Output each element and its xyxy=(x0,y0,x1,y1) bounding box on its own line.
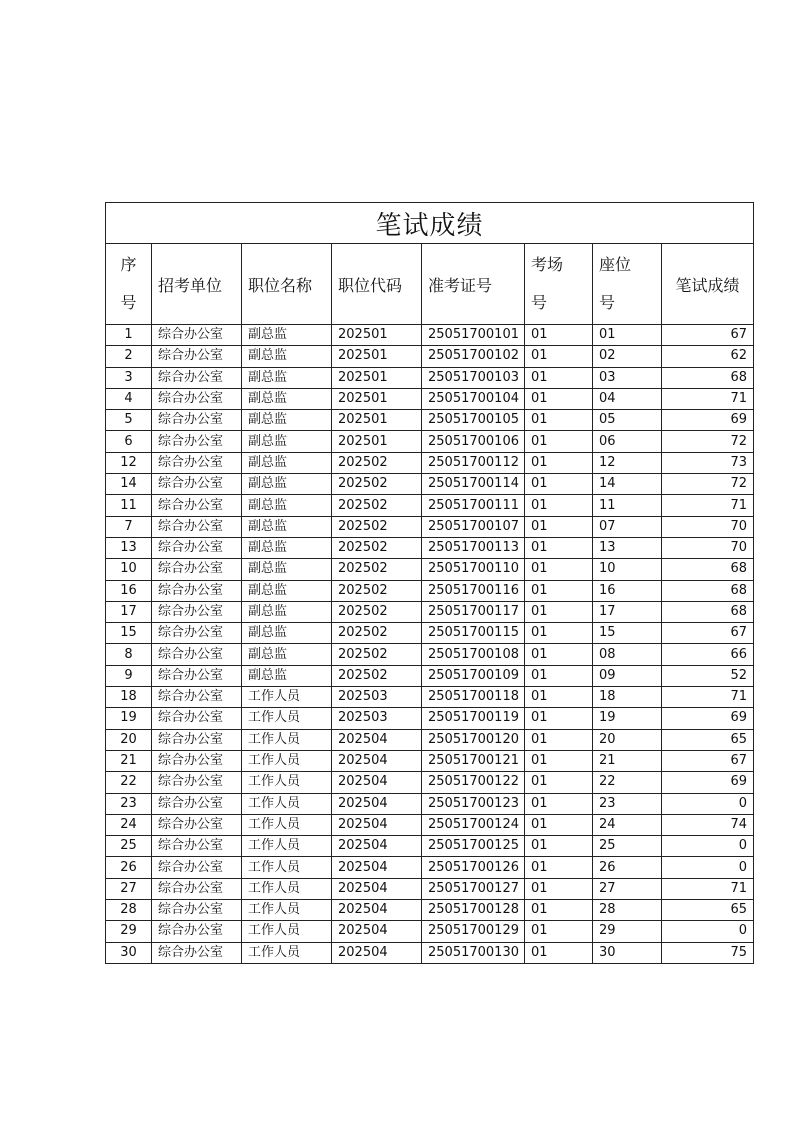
cell-ticket-no: 25051700102 xyxy=(422,346,525,367)
cell-seat: 04 xyxy=(593,388,662,409)
header-seq-line2: 号 xyxy=(120,293,137,312)
cell-seat: 18 xyxy=(593,687,662,708)
cell-unit: 综合办公室 xyxy=(152,729,242,750)
table-row xyxy=(106,921,754,942)
cell-unit: 综合办公室 xyxy=(152,516,242,537)
cell-unit: 综合办公室 xyxy=(152,623,242,644)
cell-seq: 30 xyxy=(106,942,152,963)
cell-room: 01 xyxy=(525,878,593,899)
cell-unit: 综合办公室 xyxy=(152,537,242,558)
cell-position-name: 副总监 xyxy=(242,367,332,388)
cell-score: 0 xyxy=(662,857,754,878)
cell-room: 01 xyxy=(525,708,593,729)
cell-seq: 7 xyxy=(106,516,152,537)
cell-seq: 28 xyxy=(106,900,152,921)
cell-unit: 综合办公室 xyxy=(152,644,242,665)
cell-room: 01 xyxy=(525,921,593,942)
cell-seat: 13 xyxy=(593,537,662,558)
cell-unit: 综合办公室 xyxy=(152,708,242,729)
cell-room: 01 xyxy=(525,623,593,644)
cell-seq: 4 xyxy=(106,388,152,409)
cell-ticket-no: 25051700114 xyxy=(422,474,525,495)
cell-ticket-no: 25051700113 xyxy=(422,537,525,558)
header-room-line1: 考场 xyxy=(531,255,564,274)
cell-position-code: 202504 xyxy=(332,814,422,835)
cell-score: 68 xyxy=(662,559,754,580)
cell-ticket-no: 25051700125 xyxy=(422,836,525,857)
cell-seq: 21 xyxy=(106,750,152,771)
cell-room: 01 xyxy=(525,431,593,452)
cell-position-code: 202504 xyxy=(332,729,422,750)
table-row xyxy=(106,537,754,558)
table-row xyxy=(106,644,754,665)
cell-ticket-no: 25051700124 xyxy=(422,814,525,835)
cell-unit: 综合办公室 xyxy=(152,814,242,835)
cell-seat: 25 xyxy=(593,836,662,857)
cell-score: 73 xyxy=(662,452,754,473)
cell-unit: 综合办公室 xyxy=(152,836,242,857)
cell-position-name: 工作人员 xyxy=(242,729,332,750)
cell-seq: 18 xyxy=(106,687,152,708)
cell-seat: 17 xyxy=(593,601,662,622)
cell-score: 67 xyxy=(662,750,754,771)
cell-ticket-no: 25051700130 xyxy=(422,942,525,963)
cell-seq: 22 xyxy=(106,772,152,793)
header-row xyxy=(106,244,754,325)
header-ticket-no: 准考证号 xyxy=(422,244,525,325)
cell-position-name: 副总监 xyxy=(242,495,332,516)
cell-unit: 综合办公室 xyxy=(152,325,242,346)
cell-seq: 3 xyxy=(106,367,152,388)
cell-seq: 13 xyxy=(106,537,152,558)
table-row xyxy=(106,474,754,495)
cell-ticket-no: 25051700115 xyxy=(422,623,525,644)
cell-seq: 19 xyxy=(106,708,152,729)
cell-score: 68 xyxy=(662,367,754,388)
table-row xyxy=(106,388,754,409)
table-row xyxy=(106,836,754,857)
cell-position-code: 202502 xyxy=(332,516,422,537)
table-row xyxy=(106,708,754,729)
header-seat-line1: 座位 xyxy=(599,255,632,274)
cell-position-code: 202502 xyxy=(332,644,422,665)
cell-unit: 综合办公室 xyxy=(152,793,242,814)
header-room xyxy=(525,244,593,325)
cell-ticket-no: 25051700104 xyxy=(422,388,525,409)
cell-position-name: 工作人员 xyxy=(242,814,332,835)
cell-position-name: 工作人员 xyxy=(242,921,332,942)
header-seat xyxy=(593,244,662,325)
table-row xyxy=(106,410,754,431)
table-row xyxy=(106,750,754,771)
cell-position-name: 工作人员 xyxy=(242,750,332,771)
cell-ticket-no: 25051700112 xyxy=(422,452,525,473)
cell-score: 67 xyxy=(662,623,754,644)
cell-room: 01 xyxy=(525,644,593,665)
cell-room: 01 xyxy=(525,346,593,367)
cell-score: 72 xyxy=(662,431,754,452)
cell-room: 01 xyxy=(525,665,593,686)
table-row xyxy=(106,900,754,921)
cell-room: 01 xyxy=(525,410,593,431)
cell-score: 71 xyxy=(662,388,754,409)
cell-unit: 综合办公室 xyxy=(152,452,242,473)
table-row xyxy=(106,516,754,537)
cell-seq: 12 xyxy=(106,452,152,473)
cell-seat: 02 xyxy=(593,346,662,367)
cell-position-code: 202504 xyxy=(332,793,422,814)
cell-score: 68 xyxy=(662,580,754,601)
cell-position-name: 副总监 xyxy=(242,623,332,644)
table-row xyxy=(106,346,754,367)
header-seq xyxy=(106,244,152,325)
cell-seat: 11 xyxy=(593,495,662,516)
cell-position-code: 202501 xyxy=(332,367,422,388)
table-row xyxy=(106,729,754,750)
cell-room: 01 xyxy=(525,367,593,388)
cell-position-name: 工作人员 xyxy=(242,900,332,921)
cell-position-code: 202504 xyxy=(332,857,422,878)
cell-score: 0 xyxy=(662,921,754,942)
cell-seq: 26 xyxy=(106,857,152,878)
cell-position-code: 202502 xyxy=(332,495,422,516)
cell-position-code: 202504 xyxy=(332,772,422,793)
cell-seat: 29 xyxy=(593,921,662,942)
table-title: 笔试成绩 xyxy=(106,203,754,244)
cell-score: 68 xyxy=(662,601,754,622)
cell-position-code: 202502 xyxy=(332,580,422,601)
cell-unit: 综合办公室 xyxy=(152,921,242,942)
cell-position-code: 202504 xyxy=(332,900,422,921)
cell-ticket-no: 25051700101 xyxy=(422,325,525,346)
cell-score: 72 xyxy=(662,474,754,495)
cell-room: 01 xyxy=(525,537,593,558)
cell-room: 01 xyxy=(525,325,593,346)
table-row xyxy=(106,495,754,516)
table-row xyxy=(106,687,754,708)
cell-unit: 综合办公室 xyxy=(152,410,242,431)
cell-position-name: 副总监 xyxy=(242,325,332,346)
cell-ticket-no: 25051700118 xyxy=(422,687,525,708)
cell-seat: 14 xyxy=(593,474,662,495)
table-row xyxy=(106,942,754,963)
cell-unit: 综合办公室 xyxy=(152,857,242,878)
table-row xyxy=(106,857,754,878)
header-score: 笔试成绩 xyxy=(662,244,754,325)
cell-position-name: 副总监 xyxy=(242,516,332,537)
cell-room: 01 xyxy=(525,772,593,793)
cell-seat: 15 xyxy=(593,623,662,644)
cell-score: 75 xyxy=(662,942,754,963)
cell-score: 52 xyxy=(662,665,754,686)
cell-seat: 12 xyxy=(593,452,662,473)
cell-seq: 29 xyxy=(106,921,152,942)
cell-unit: 综合办公室 xyxy=(152,942,242,963)
cell-room: 01 xyxy=(525,900,593,921)
cell-seat: 05 xyxy=(593,410,662,431)
cell-score: 62 xyxy=(662,346,754,367)
cell-position-name: 工作人员 xyxy=(242,942,332,963)
cell-seq: 1 xyxy=(106,325,152,346)
cell-seq: 10 xyxy=(106,559,152,580)
cell-ticket-no: 25051700106 xyxy=(422,431,525,452)
cell-position-name: 副总监 xyxy=(242,388,332,409)
cell-position-name: 副总监 xyxy=(242,474,332,495)
table-body xyxy=(106,325,754,964)
cell-score: 66 xyxy=(662,644,754,665)
cell-ticket-no: 25051700110 xyxy=(422,559,525,580)
cell-seq: 23 xyxy=(106,793,152,814)
cell-score: 0 xyxy=(662,793,754,814)
cell-position-code: 202503 xyxy=(332,708,422,729)
cell-score: 70 xyxy=(662,516,754,537)
table-row xyxy=(106,601,754,622)
cell-position-name: 工作人员 xyxy=(242,878,332,899)
cell-position-code: 202502 xyxy=(332,474,422,495)
cell-position-code: 202501 xyxy=(332,388,422,409)
cell-score: 71 xyxy=(662,878,754,899)
cell-seat: 23 xyxy=(593,793,662,814)
cell-ticket-no: 25051700127 xyxy=(422,878,525,899)
cell-position-name: 副总监 xyxy=(242,665,332,686)
cell-seq: 25 xyxy=(106,836,152,857)
cell-position-name: 副总监 xyxy=(242,601,332,622)
cell-seq: 27 xyxy=(106,878,152,899)
cell-unit: 综合办公室 xyxy=(152,772,242,793)
cell-seat: 10 xyxy=(593,559,662,580)
cell-unit: 综合办公室 xyxy=(152,580,242,601)
cell-unit: 综合办公室 xyxy=(152,750,242,771)
cell-seat: 28 xyxy=(593,900,662,921)
table-row xyxy=(106,325,754,346)
cell-room: 01 xyxy=(525,793,593,814)
cell-position-name: 工作人员 xyxy=(242,772,332,793)
cell-unit: 综合办公室 xyxy=(152,474,242,495)
cell-position-code: 202501 xyxy=(332,346,422,367)
cell-seq: 14 xyxy=(106,474,152,495)
cell-position-name: 副总监 xyxy=(242,537,332,558)
cell-ticket-no: 25051700129 xyxy=(422,921,525,942)
cell-seq: 2 xyxy=(106,346,152,367)
cell-score: 69 xyxy=(662,708,754,729)
cell-room: 01 xyxy=(525,495,593,516)
cell-unit: 综合办公室 xyxy=(152,495,242,516)
cell-seat: 06 xyxy=(593,431,662,452)
header-position-name: 职位名称 xyxy=(242,244,332,325)
cell-seq: 8 xyxy=(106,644,152,665)
cell-seat: 20 xyxy=(593,729,662,750)
cell-ticket-no: 25051700121 xyxy=(422,750,525,771)
cell-position-name: 工作人员 xyxy=(242,836,332,857)
cell-unit: 综合办公室 xyxy=(152,665,242,686)
cell-ticket-no: 25051700122 xyxy=(422,772,525,793)
cell-position-code: 202504 xyxy=(332,942,422,963)
cell-score: 69 xyxy=(662,410,754,431)
cell-seq: 17 xyxy=(106,601,152,622)
cell-unit: 综合办公室 xyxy=(152,900,242,921)
cell-position-name: 工作人员 xyxy=(242,793,332,814)
cell-position-code: 202504 xyxy=(332,836,422,857)
cell-seat: 08 xyxy=(593,644,662,665)
cell-seat: 19 xyxy=(593,708,662,729)
title-row xyxy=(106,203,754,244)
cell-position-code: 202504 xyxy=(332,878,422,899)
cell-position-code: 202501 xyxy=(332,325,422,346)
header-unit: 招考单位 xyxy=(152,244,242,325)
cell-position-name: 副总监 xyxy=(242,410,332,431)
table-row xyxy=(106,452,754,473)
cell-score: 65 xyxy=(662,729,754,750)
cell-ticket-no: 25051700111 xyxy=(422,495,525,516)
cell-unit: 综合办公室 xyxy=(152,559,242,580)
cell-seat: 26 xyxy=(593,857,662,878)
cell-unit: 综合办公室 xyxy=(152,367,242,388)
cell-seat: 07 xyxy=(593,516,662,537)
cell-position-name: 副总监 xyxy=(242,559,332,580)
header-seq-line1: 序 xyxy=(120,255,137,274)
cell-position-code: 202502 xyxy=(332,665,422,686)
cell-position-code: 202503 xyxy=(332,687,422,708)
cell-position-name: 副总监 xyxy=(242,346,332,367)
cell-position-code: 202504 xyxy=(332,750,422,771)
cell-seat: 09 xyxy=(593,665,662,686)
cell-seq: 11 xyxy=(106,495,152,516)
cell-position-name: 工作人员 xyxy=(242,687,332,708)
cell-score: 67 xyxy=(662,325,754,346)
cell-position-code: 202502 xyxy=(332,452,422,473)
cell-seat: 30 xyxy=(593,942,662,963)
table-row xyxy=(106,367,754,388)
cell-seat: 03 xyxy=(593,367,662,388)
cell-seat: 24 xyxy=(593,814,662,835)
cell-room: 01 xyxy=(525,580,593,601)
cell-position-code: 202501 xyxy=(332,431,422,452)
cell-room: 01 xyxy=(525,516,593,537)
cell-position-code: 202502 xyxy=(332,601,422,622)
cell-ticket-no: 25051700126 xyxy=(422,857,525,878)
cell-position-name: 工作人员 xyxy=(242,708,332,729)
cell-unit: 综合办公室 xyxy=(152,431,242,452)
cell-room: 01 xyxy=(525,857,593,878)
cell-room: 01 xyxy=(525,388,593,409)
cell-room: 01 xyxy=(525,474,593,495)
cell-seat: 16 xyxy=(593,580,662,601)
cell-ticket-no: 25051700120 xyxy=(422,729,525,750)
cell-seq: 20 xyxy=(106,729,152,750)
table-row xyxy=(106,793,754,814)
cell-ticket-no: 25051700109 xyxy=(422,665,525,686)
cell-position-code: 202502 xyxy=(332,623,422,644)
cell-score: 71 xyxy=(662,495,754,516)
header-room-line2: 号 xyxy=(531,293,548,312)
cell-room: 01 xyxy=(525,942,593,963)
cell-ticket-no: 25051700123 xyxy=(422,793,525,814)
cell-seat: 27 xyxy=(593,878,662,899)
cell-unit: 综合办公室 xyxy=(152,388,242,409)
cell-position-name: 副总监 xyxy=(242,431,332,452)
cell-seq: 5 xyxy=(106,410,152,431)
cell-position-name: 副总监 xyxy=(242,644,332,665)
cell-position-code: 202501 xyxy=(332,410,422,431)
header-seat-line2: 号 xyxy=(599,293,616,312)
table-row xyxy=(106,431,754,452)
cell-score: 69 xyxy=(662,772,754,793)
cell-seq: 16 xyxy=(106,580,152,601)
cell-score: 0 xyxy=(662,836,754,857)
cell-unit: 综合办公室 xyxy=(152,601,242,622)
cell-seq: 15 xyxy=(106,623,152,644)
cell-room: 01 xyxy=(525,814,593,835)
cell-ticket-no: 25051700116 xyxy=(422,580,525,601)
cell-score: 70 xyxy=(662,537,754,558)
cell-room: 01 xyxy=(525,750,593,771)
cell-seq: 9 xyxy=(106,665,152,686)
cell-ticket-no: 25051700108 xyxy=(422,644,525,665)
cell-seq: 6 xyxy=(106,431,152,452)
cell-position-name: 工作人员 xyxy=(242,857,332,878)
cell-unit: 综合办公室 xyxy=(152,346,242,367)
cell-room: 01 xyxy=(525,601,593,622)
cell-seat: 01 xyxy=(593,325,662,346)
cell-ticket-no: 25051700128 xyxy=(422,900,525,921)
table-row xyxy=(106,772,754,793)
cell-ticket-no: 25051700117 xyxy=(422,601,525,622)
table-row xyxy=(106,878,754,899)
cell-ticket-no: 25051700103 xyxy=(422,367,525,388)
cell-ticket-no: 25051700107 xyxy=(422,516,525,537)
cell-unit: 综合办公室 xyxy=(152,687,242,708)
cell-position-code: 202504 xyxy=(332,921,422,942)
cell-score: 74 xyxy=(662,814,754,835)
score-table xyxy=(105,202,754,964)
cell-position-code: 202502 xyxy=(332,559,422,580)
cell-ticket-no: 25051700105 xyxy=(422,410,525,431)
cell-ticket-no: 25051700119 xyxy=(422,708,525,729)
cell-room: 01 xyxy=(525,559,593,580)
cell-seat: 21 xyxy=(593,750,662,771)
cell-position-code: 202502 xyxy=(332,537,422,558)
header-position-code: 职位代码 xyxy=(332,244,422,325)
table-row xyxy=(106,665,754,686)
cell-seat: 22 xyxy=(593,772,662,793)
cell-score: 71 xyxy=(662,687,754,708)
cell-position-name: 副总监 xyxy=(242,452,332,473)
cell-unit: 综合办公室 xyxy=(152,878,242,899)
cell-position-name: 副总监 xyxy=(242,580,332,601)
table-row xyxy=(106,814,754,835)
cell-room: 01 xyxy=(525,729,593,750)
cell-room: 01 xyxy=(525,836,593,857)
cell-score: 65 xyxy=(662,900,754,921)
cell-room: 01 xyxy=(525,687,593,708)
table-row xyxy=(106,580,754,601)
table-row xyxy=(106,623,754,644)
cell-seq: 24 xyxy=(106,814,152,835)
cell-room: 01 xyxy=(525,452,593,473)
table-row xyxy=(106,559,754,580)
